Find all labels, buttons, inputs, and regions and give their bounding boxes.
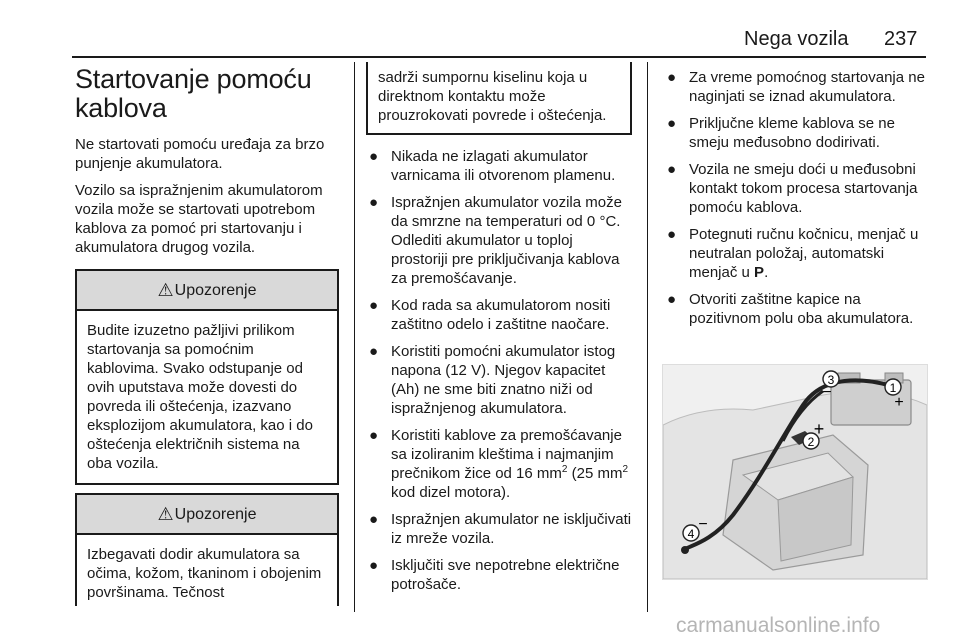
warning-triangle-icon: ⚠ [157, 279, 174, 300]
section-heading: Startovanje pomoću kablova [75, 64, 312, 123]
jump-start-illustration [662, 364, 928, 580]
section-title: Nega vozila [744, 28, 849, 50]
plus-sign: + [894, 394, 904, 411]
column-divider [354, 62, 355, 612]
list-item: ● Potegnuti ručnu kočnicu, menjač u neutralan položaj, automatski menjač u P. [667, 226, 919, 281]
header-rule [72, 56, 926, 58]
list-item: ● Koristiti kablove za premošćavanje sa izoliranim kleštima i najmanjim prečnikom žice od 16 $mm^2$ (25 $mm^2$ kod dizel motora). [369, 427, 629, 501]
warning-text: Izbegavati dodir akumulatora sa očima, kožom, tkaninom i obojenim površinama. Tečnost [87, 546, 322, 601]
list-item: ● Priključne kleme kablova se ne smeju međusobno dodirivati. [667, 115, 895, 151]
list-item: ● Ispražnjen akumulator vozila može da smrzne na temperaturi od 0 °C. Odlediti akumulator u toploj prostoriji pre priključivanja kablova za premošćavanje. [369, 194, 622, 287]
callout-2: 2 [807, 435, 815, 449]
minus-sign: − [822, 384, 832, 401]
column-1 [75, 65, 339, 606]
list-item: ● Ispražnjen akumulator ne isključivati iz mreže vozila. [369, 511, 632, 547]
callout-1: 1 [889, 381, 897, 395]
warning-continuation: sadrži sumpornu kiselinu koja u direktnom kontaktu može prouzrokovati povrede i oštećenja. [366, 62, 632, 135]
paragraph: Vozilo sa ispražnjenim akumulatorom vozila može se startovati upotrebom kablova za pomoć pri startovanju i akumulatora drugog vozila. [75, 182, 323, 256]
warning-header [77, 495, 337, 535]
callout-4: 4 [687, 527, 695, 541]
paragraph: Ne startovati pomoću uređaja za brzo punjenje akumulatora. [75, 136, 325, 172]
column-divider [647, 62, 648, 612]
warning-text: Budite izuzetno pažljivi prilikom startovanja sa pomoćnim kablovima. Svako odstupanje od ovih uputstava može dovesti do povreda ili oštećenja, izazvano eksplozijom akumulatora, kao i do oštećenja električnih sistema na oba vozila. [87, 322, 313, 472]
list-item: ● Isključiti sve nepotrebne električne potrošače. [369, 557, 620, 593]
engine-bay-drawing [663, 365, 927, 579]
warning-triangle-icon: ⚠ [157, 503, 174, 524]
list-item: ● Otvoriti zaštitne kapice na pozitivnom polu oba akumulatora. [667, 291, 914, 327]
column-2 [366, 62, 632, 602]
watermark: carmanualsonline.info [676, 614, 881, 637]
list-item: ● Nikada ne izlagati akumulator varnicama ili otvorenom plamenu. [369, 148, 616, 184]
list-item: ● Vozila ne smeju doći u međusobni kontakt tokom procesa startovanja pomoću kablova. [667, 161, 918, 216]
list-item: ● Kod rada sa akumulatorom nositi zaštitno odelo i zaštitne naočare. [369, 297, 611, 333]
minus-sign: − [698, 516, 708, 533]
plus-sign: + [813, 419, 825, 439]
warning-header [77, 271, 337, 311]
list-item: ● Koristiti pomoćni akumulator istog napona (12 V). Njegov kapacitet (Ah) ne sme biti znatno niži od ispražnjenog akumulatora. [369, 343, 616, 417]
warning-title: Upozorenje [174, 505, 257, 523]
list-item: ● Za vreme pomoćnog startovanja ne naginjati se iznad akumulatora. [667, 69, 925, 105]
page-number: 237 [884, 28, 918, 50]
warning-title: Upozorenje [174, 281, 257, 299]
warning-box [75, 493, 339, 606]
callout-3: 3 [827, 373, 835, 387]
column-3 [664, 68, 930, 336]
warning-box [75, 269, 339, 485]
